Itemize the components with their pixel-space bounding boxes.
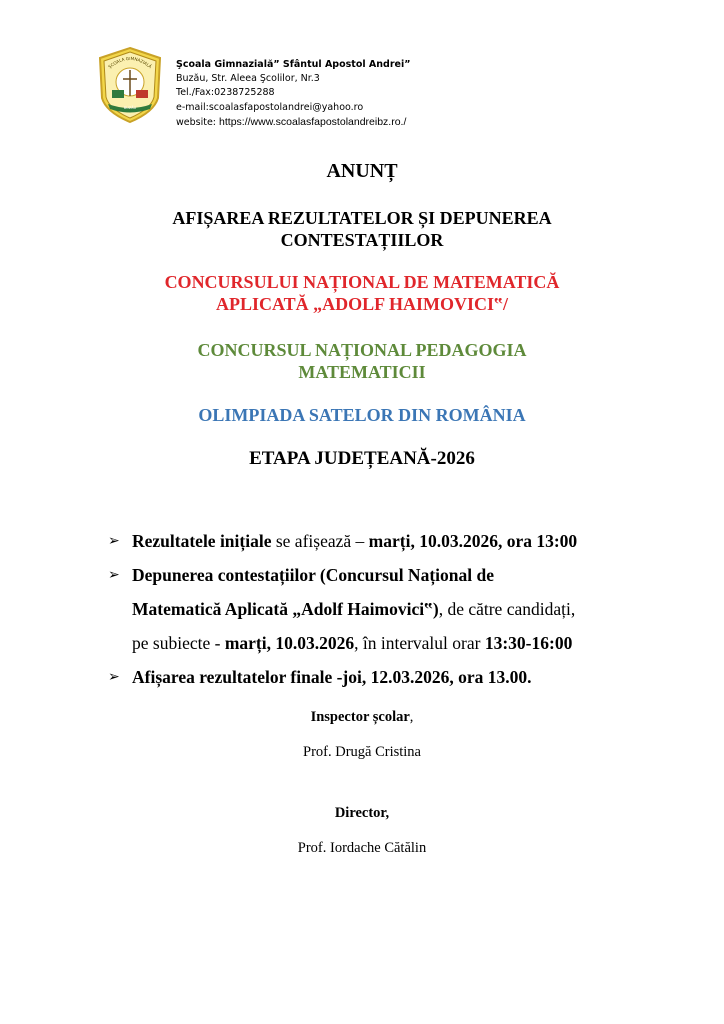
contest-title-blue: OLIMPIADA SATELOR DIN ROMÂNIA bbox=[198, 405, 526, 425]
website-label: website: bbox=[176, 116, 217, 128]
item1-label: Rezultatele inițiale bbox=[132, 531, 272, 551]
stage-title: ETAPA JUDEȚEANĂ-2026 bbox=[249, 448, 475, 469]
contest-red-line-2: APLICATĂ „ADOLF HAIMOVICI‟/ bbox=[215, 294, 508, 314]
school-website bbox=[176, 115, 410, 130]
list-item bbox=[108, 558, 668, 660]
list-item bbox=[108, 660, 668, 694]
contest-green-line-1: CONCURSUL NAȚIONAL PEDAGOGIA bbox=[197, 340, 527, 360]
schedule-list bbox=[108, 524, 668, 694]
school-address: Buzău, Str. Aleea Şcolilor, Nr.3 bbox=[176, 73, 320, 85]
inspector-title bbox=[0, 709, 724, 726]
subtitle-line-1: AFIȘAREA REZULTATELOR ȘI DEPUNEREA bbox=[172, 208, 552, 228]
item2-date: marți, 10.03.2026 bbox=[224, 633, 355, 653]
letterhead bbox=[96, 46, 656, 128]
item2-line-3 bbox=[132, 626, 668, 660]
item2-subject: pe subiecte - bbox=[132, 633, 225, 653]
item1-text: se afișează – bbox=[271, 531, 369, 551]
list-item bbox=[108, 524, 668, 558]
subtitle-line-2: CONTESTAȚIILOR bbox=[280, 230, 444, 250]
announcement-subtitle bbox=[0, 207, 724, 251]
svg-text:ŞCOALA GIMNAZIALĂ: ŞCOALA GIMNAZIALĂ bbox=[107, 55, 153, 70]
school-logo bbox=[96, 46, 164, 124]
contest-title-green bbox=[0, 339, 724, 383]
item3-text: Afișarea rezultatelor finale -joi, 12.03.2026, ora 13.00. bbox=[132, 667, 532, 687]
item1-date: marți, 10.03.2026, ora 13:00 bbox=[368, 531, 578, 551]
school-phone: Tel./Fax:0238725288 bbox=[176, 87, 275, 99]
inspector-comma: , bbox=[409, 709, 414, 725]
director-name: Prof. Iordache Cătălin bbox=[297, 840, 427, 856]
arrow-bullet-icon: ➢ bbox=[108, 567, 120, 583]
arrow-bullet-icon: ➢ bbox=[108, 669, 120, 685]
website-link[interactable]: https://www.scoalasfapostolandreibz.ro./ bbox=[219, 115, 407, 128]
item2-line-2 bbox=[132, 592, 668, 626]
item2-line-1: Depunerea contestațiilor (Concursul Național de bbox=[132, 565, 494, 585]
school-name: Şcoala Gimnazială” Sfântul Apostol Andrei” bbox=[176, 59, 411, 70]
item2-interval: 13:30-16:00 bbox=[484, 633, 573, 653]
arrow-bullet-icon: ➢ bbox=[108, 533, 120, 549]
item2-contest: Matematică Aplicată „Adolf Haimovici‟) bbox=[132, 599, 439, 619]
contest-red-line-1: CONCURSULUI NAȚIONAL DE MATEMATICĂ bbox=[164, 272, 560, 292]
page-title: ANUNȚ bbox=[326, 160, 398, 182]
item2-text: , de către candidați, bbox=[438, 599, 576, 619]
contest-green-line-2: MATEMATICII bbox=[298, 362, 426, 382]
inspector-title-text: Inspector școlar bbox=[310, 709, 410, 725]
director-title: Director, bbox=[334, 805, 390, 821]
item2-interval-text: , în intervalul orar bbox=[354, 633, 485, 653]
svg-text:BUZĂU: BUZĂU bbox=[123, 106, 137, 110]
inspector-name: Prof. Drugă Cristina bbox=[303, 744, 421, 760]
school-email: e-mail:scoalasfapostolandrei@yahoo.ro bbox=[176, 101, 364, 113]
contest-title-red bbox=[0, 271, 724, 315]
